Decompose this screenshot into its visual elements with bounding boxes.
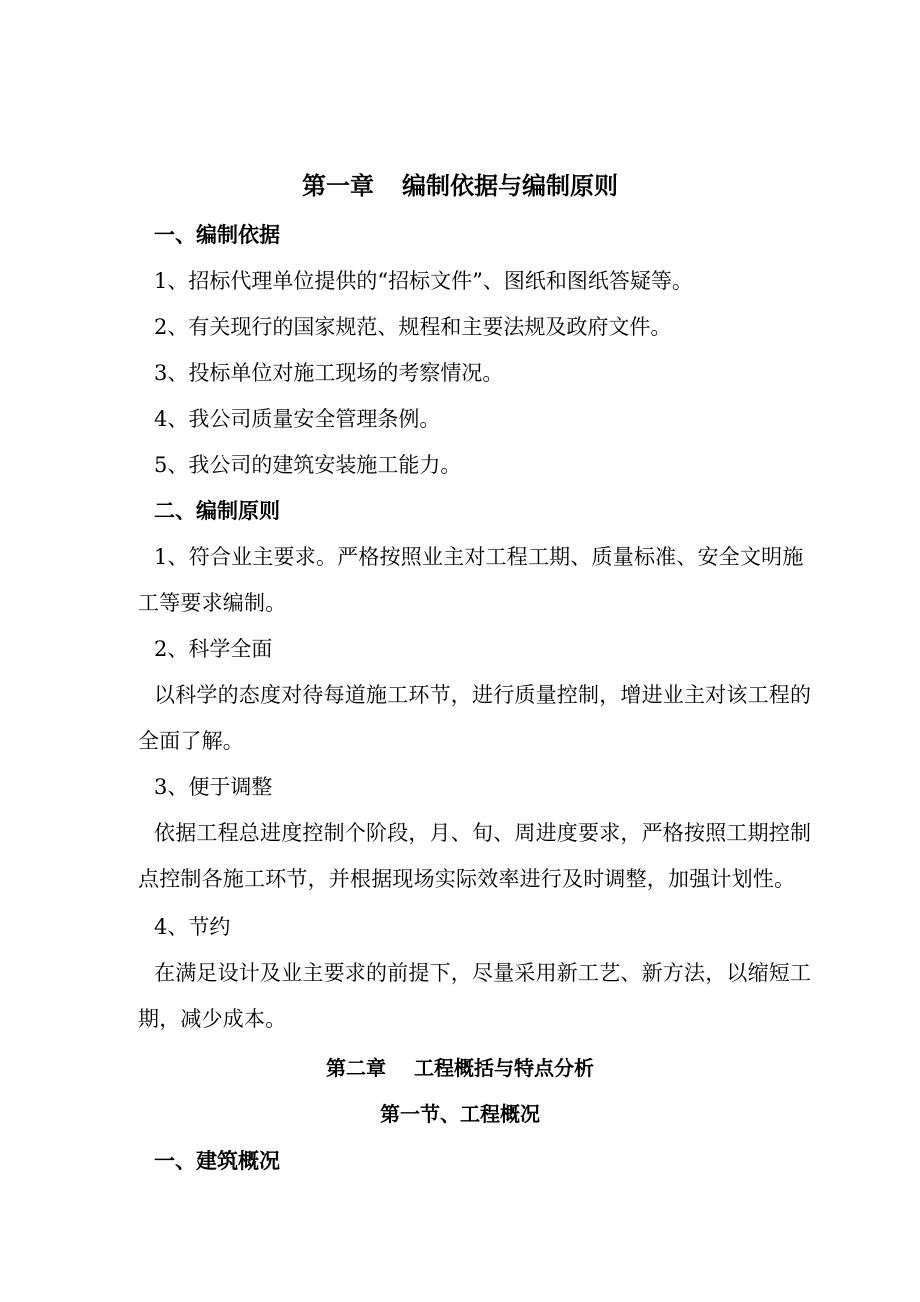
basis-item-3: 3、投标单位对施工现场的考察情况。 [154, 361, 504, 385]
chapter-1-number: 第一章 [302, 172, 374, 200]
chapter-2-name: 工程概括与特点分析 [414, 1056, 594, 1080]
chapter-1-name: 编制依据与编制原则 [402, 172, 618, 200]
basis-item-2: 2、有关现行的国家规范、规程和主要法规及政府文件。 [154, 315, 672, 339]
principle-2-title: 2、科学全面 [154, 637, 273, 661]
building-heading: 一、建筑概况 [154, 1149, 280, 1173]
section-1-title: 第一节、工程概况 [380, 1102, 540, 1126]
basis-item-1: 1、招标代理单位提供的“招标文件”、图纸和图纸答疑等。 [154, 269, 693, 293]
principle-1-paragraph: 1、符合业主要求。严格按照业主对工程工期、质量标准、安全文明施工等要求编制。 [138, 545, 804, 615]
principle-3-paragraph: 依据工程总进度控制个阶段，月、旬、周进度要求，严格按照工期控制点控制各施工环节，并根据现场实际效率进行及时调整，加强计划性。 [138, 821, 812, 891]
chapter-2-title [0, 1050, 920, 1086]
principle-3-title: 3、便于调整 [154, 775, 273, 799]
basis-item-5: 5、我公司的建筑安装施工能力。 [154, 453, 462, 477]
chapter-1-title [0, 166, 920, 206]
principle-2-paragraph: 以科学的态度对待每道施工环节，进行质量控制，增进业主对该工程的全面了解。 [138, 683, 812, 753]
principle-4-title: 4、节约 [154, 915, 231, 939]
basis-item-4: 4、我公司质量安全管理条例。 [154, 407, 441, 431]
basis-heading: 一、编制依据 [154, 223, 280, 247]
principles-heading: 二、编制原则 [154, 499, 280, 523]
chapter-2-number: 第二章 [326, 1056, 386, 1080]
principle-4-paragraph: 在满足设计及业主要求的前提下，尽量采用新工艺、新方法，以缩短工期，减少成本。 [138, 961, 812, 1031]
